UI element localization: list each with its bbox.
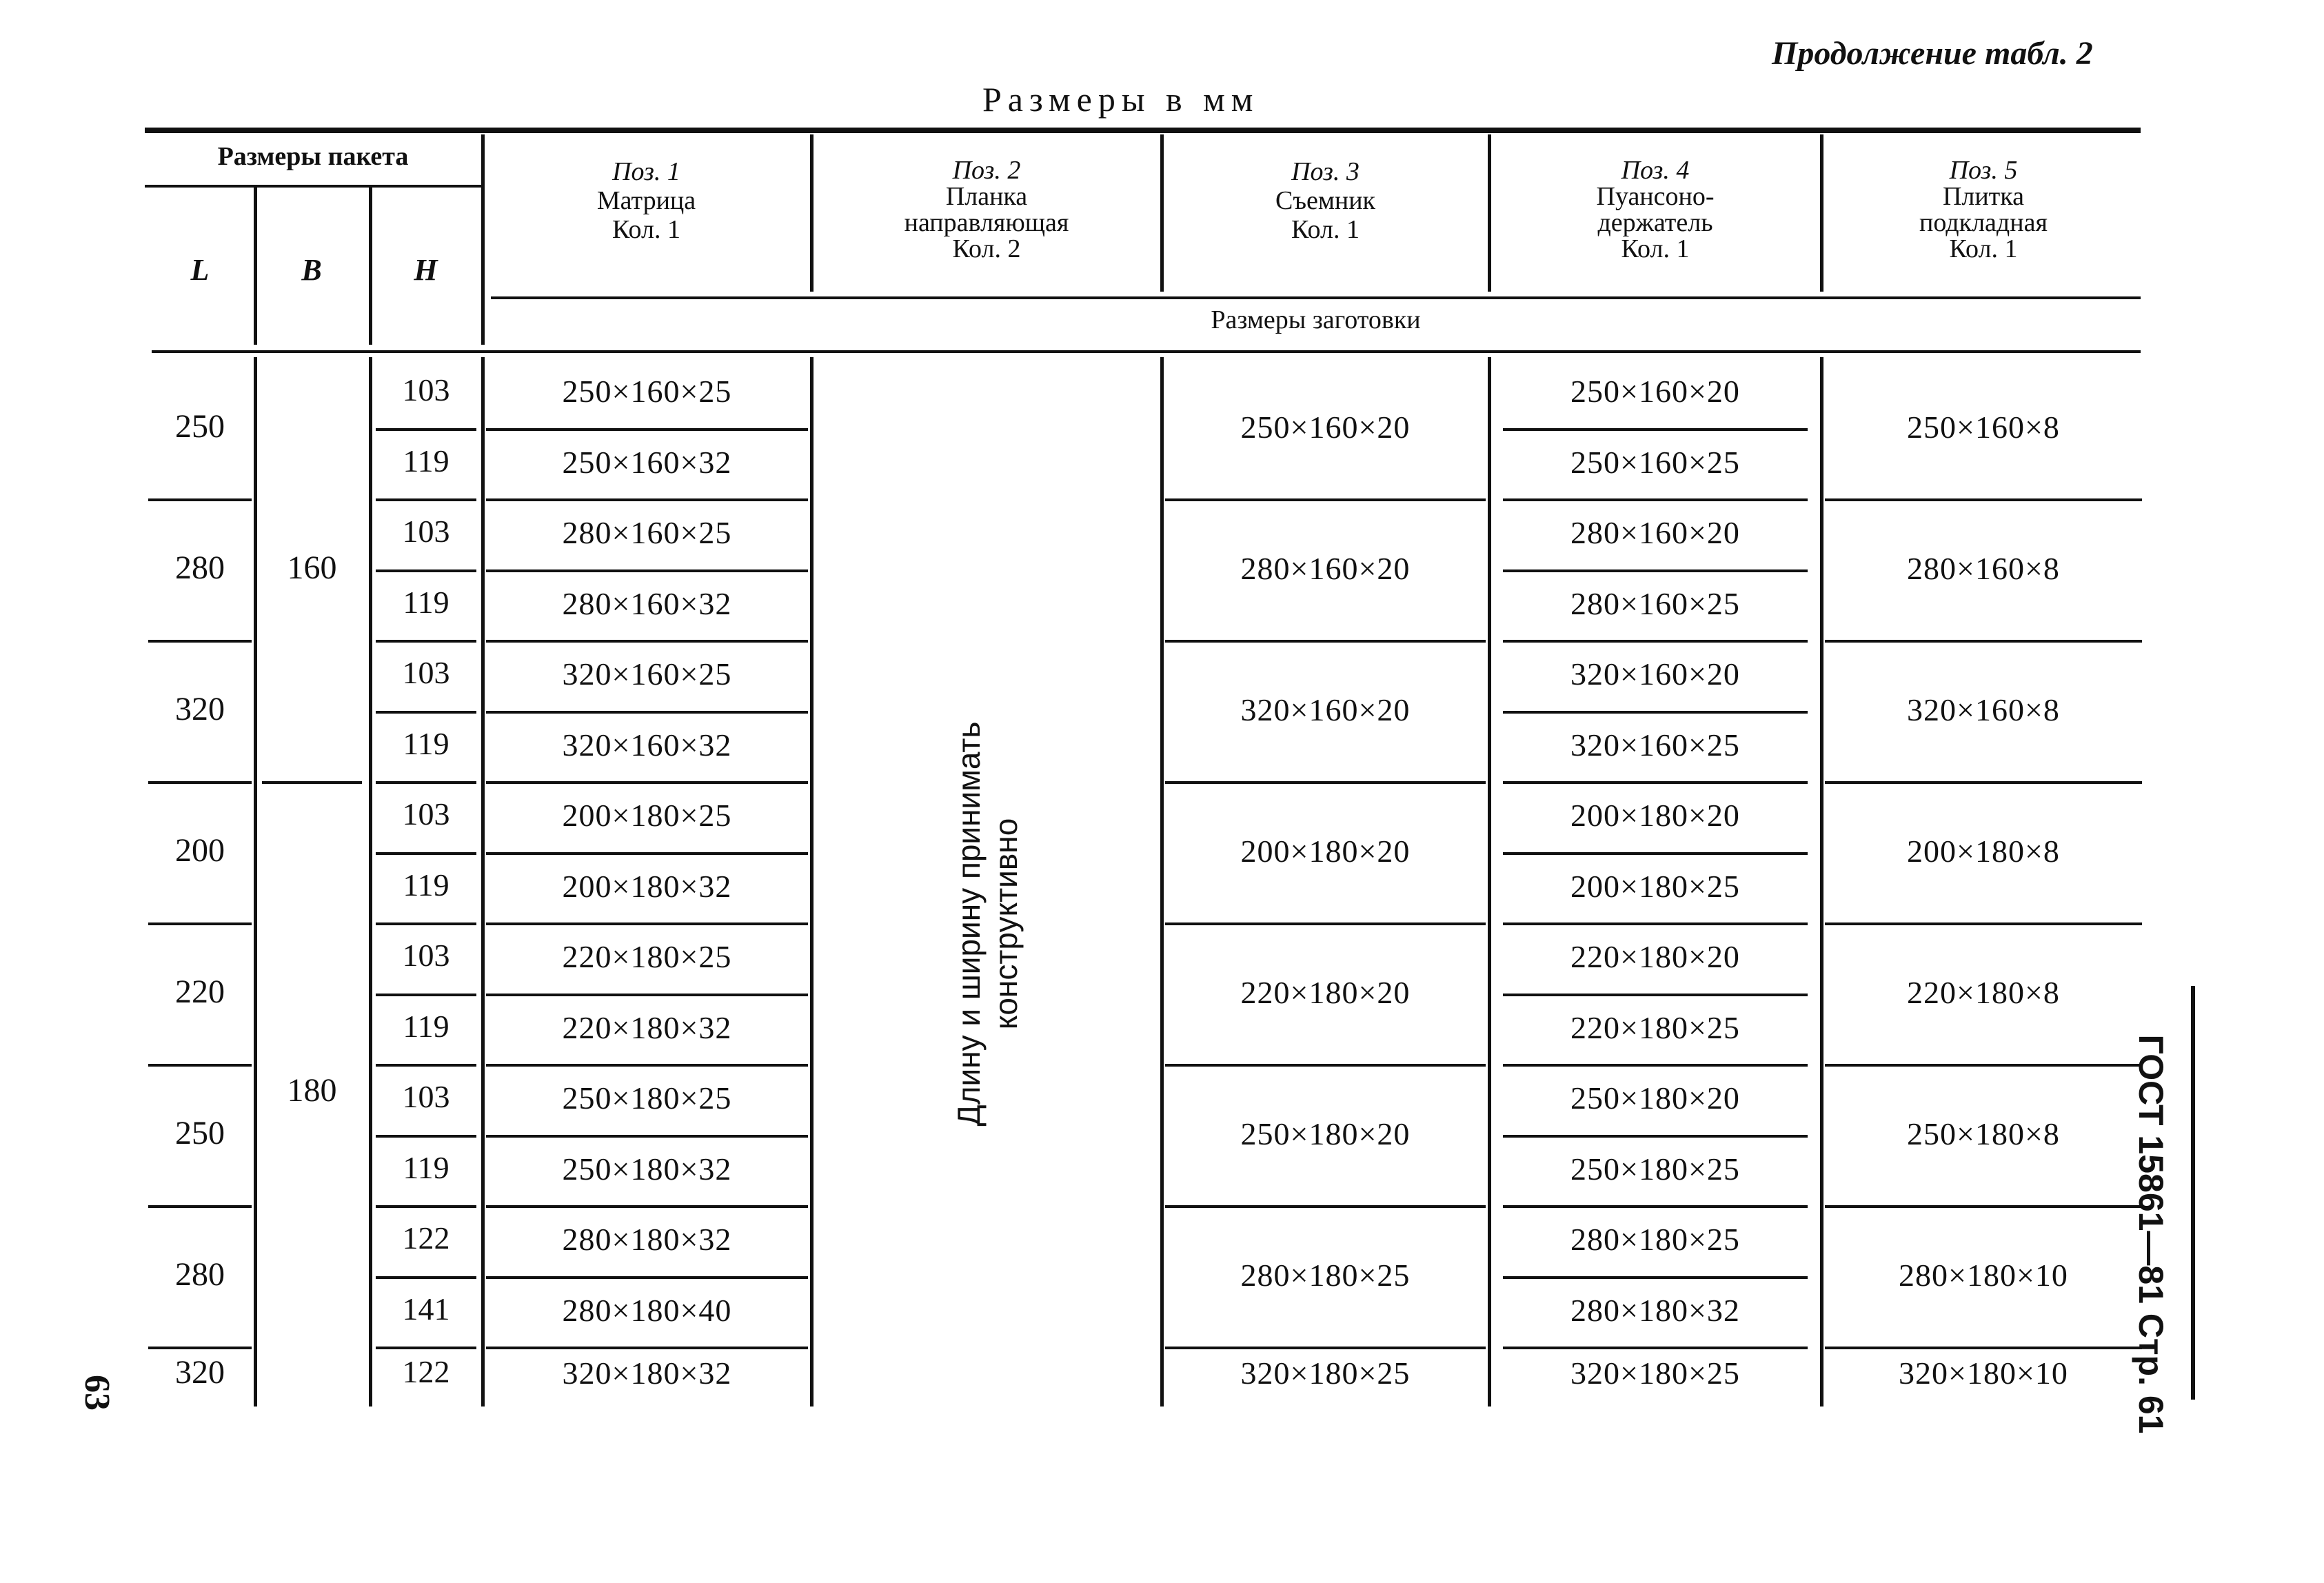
packet-header-rule xyxy=(145,185,481,188)
cell-pos5: 200×180×8 xyxy=(1907,833,2060,869)
cell-H: 141 xyxy=(402,1291,450,1327)
cell-pos3: 220×180×20 xyxy=(1240,974,1411,1010)
row-divider-pos1 xyxy=(486,852,808,855)
cell-pos5: 320×160×8 xyxy=(1907,692,2060,727)
cell-pos4: 250×160×25 xyxy=(1570,444,1740,480)
cell-pos1: 320×180×32 xyxy=(562,1355,732,1391)
pos5-number: Поз. 5 xyxy=(1949,156,2018,185)
cell-pos4: 320×160×20 xyxy=(1570,656,1740,692)
cell-H: 122 xyxy=(402,1354,450,1389)
header-vline-h xyxy=(481,134,485,345)
body-vline xyxy=(254,357,257,1406)
cell-pos1: 280×160×32 xyxy=(562,585,732,621)
cell-pos4: 280×180×32 xyxy=(1570,1292,1740,1328)
cell-pos1: 200×180×32 xyxy=(562,868,732,904)
cell-pos5: 320×180×10 xyxy=(1899,1355,2068,1391)
header-pos1 xyxy=(486,157,807,244)
cell-pos4: 200×180×20 xyxy=(1570,798,1740,834)
gost-side-label-text: ГОСТ 15861—81 Стр. 61 xyxy=(2132,1034,2170,1434)
group-divider-H xyxy=(376,781,476,784)
pos5-name: Плитка подкладная xyxy=(1919,182,2048,237)
cell-pos3: 320×180×25 xyxy=(1240,1355,1411,1391)
group-divider-pos1 xyxy=(486,1347,808,1349)
cell-pos1: 250×180×25 xyxy=(562,1080,732,1116)
group-divider-L xyxy=(148,922,252,925)
header-B: B xyxy=(301,253,322,287)
body-vline xyxy=(1820,357,1823,1406)
gost-side-rule xyxy=(2191,986,2195,1400)
blank-sizes-header: Размеры заготовки xyxy=(1211,305,1421,334)
group-divider-B xyxy=(262,781,362,784)
cell-pos1: 280×160×25 xyxy=(562,515,732,551)
cell-pos5: 220×180×8 xyxy=(1907,974,2060,1010)
group-divider-H xyxy=(376,640,476,643)
group-divider-pos5 xyxy=(1825,781,2142,784)
cell-pos3: 200×180×20 xyxy=(1240,833,1411,869)
group-divider-pos5 xyxy=(1825,922,2142,925)
cell-pos3: 250×160×20 xyxy=(1240,409,1411,445)
group-divider-pos1 xyxy=(486,498,808,501)
group-divider-pos1 xyxy=(486,640,808,643)
group-divider-pos3 xyxy=(1165,498,1486,501)
cell-pos4: 220×180×20 xyxy=(1570,939,1740,975)
cell-pos1: 320×160×25 xyxy=(562,656,732,692)
header-H: H xyxy=(414,253,438,287)
pos2-name: Планка направляющая xyxy=(904,182,1069,237)
packet-sizes-header: Размеры пакета xyxy=(217,142,409,171)
group-divider-H xyxy=(376,1064,476,1067)
group-divider-pos3 xyxy=(1165,1064,1486,1067)
pos1-name: Матрица xyxy=(596,186,696,215)
cell-pos4: 320×180×25 xyxy=(1570,1355,1740,1391)
row-divider-pos1 xyxy=(486,428,808,431)
pos3-name: Съемник xyxy=(1275,186,1376,215)
cell-H: 103 xyxy=(402,655,450,691)
cell-pos1: 250×160×32 xyxy=(562,444,732,480)
page-number xyxy=(76,1365,117,1420)
table-top-rule xyxy=(145,128,2141,133)
gost-side-label xyxy=(2127,1034,2175,1434)
cell-H: 103 xyxy=(402,372,450,408)
cell-pos1: 250×160×25 xyxy=(562,374,732,410)
cell-pos4: 220×180×25 xyxy=(1570,1009,1740,1045)
cell-H: 119 xyxy=(403,1008,449,1044)
cell-pos4: 280×160×20 xyxy=(1570,515,1740,551)
cell-H: 103 xyxy=(402,1079,450,1115)
cell-pos4: 250×180×20 xyxy=(1570,1080,1740,1116)
cell-H: 119 xyxy=(403,443,449,478)
cell-pos3: 280×180×25 xyxy=(1240,1257,1411,1293)
cell-B-180: 180 xyxy=(287,1072,337,1109)
group-divider-H xyxy=(376,922,476,925)
header-pos2 xyxy=(815,157,1158,262)
pos4-qty: Кол. 1 xyxy=(1621,234,1690,263)
cell-L: 200 xyxy=(175,831,225,869)
cell-pos1: 250×180×32 xyxy=(562,1151,732,1187)
group-divider-pos5 xyxy=(1825,1064,2142,1067)
cell-H: 119 xyxy=(403,584,449,620)
row-divider-H xyxy=(376,1135,476,1138)
group-divider-pos3 xyxy=(1165,922,1486,925)
cell-pos4: 280×160×25 xyxy=(1570,585,1740,621)
group-divider-pos5 xyxy=(1825,640,2142,643)
cell-pos5: 250×180×8 xyxy=(1907,1116,2060,1151)
group-divider-pos4 xyxy=(1503,640,1808,643)
row-divider-H xyxy=(376,1276,476,1279)
cell-H: 119 xyxy=(403,1149,449,1185)
pos3-number: Поз. 3 xyxy=(1291,157,1360,186)
blank-sizes-top-rule xyxy=(491,296,2141,299)
cell-pos4: 250×180×25 xyxy=(1570,1151,1740,1187)
cell-pos3: 250×180×20 xyxy=(1240,1116,1411,1151)
row-divider-pos4 xyxy=(1503,1276,1808,1279)
group-divider-pos4 xyxy=(1503,781,1808,784)
pos2-qty: Кол. 2 xyxy=(952,234,1021,263)
row-divider-pos4 xyxy=(1503,852,1808,855)
pos2-note xyxy=(950,676,1033,1172)
cell-L: 220 xyxy=(175,973,225,1010)
group-divider-L xyxy=(148,498,252,501)
group-divider-pos4 xyxy=(1503,498,1808,501)
body-vline xyxy=(810,357,814,1406)
cell-pos5: 280×180×10 xyxy=(1899,1257,2068,1293)
header-pos3 xyxy=(1165,157,1486,244)
group-divider-L xyxy=(148,1064,252,1067)
row-divider-H xyxy=(376,852,476,855)
group-divider-L xyxy=(148,1347,252,1349)
cell-pos4: 200×180×25 xyxy=(1570,868,1740,904)
group-divider-pos4 xyxy=(1503,1205,1808,1208)
units-caption: Размеры в мм xyxy=(982,80,1260,119)
cell-pos1: 280×180×40 xyxy=(562,1292,732,1328)
row-divider-pos4 xyxy=(1503,569,1808,572)
group-divider-pos3 xyxy=(1165,1347,1486,1349)
group-divider-pos3 xyxy=(1165,640,1486,643)
row-divider-pos4 xyxy=(1503,428,1808,431)
row-divider-pos1 xyxy=(486,711,808,714)
header-vline-p1 xyxy=(810,134,814,292)
cell-pos1: 280×180×32 xyxy=(562,1222,732,1258)
pos2-note-text: Длину и ширину принимать конструктивно xyxy=(951,721,1024,1127)
row-divider-pos1 xyxy=(486,994,808,996)
cell-B-160: 160 xyxy=(287,549,337,586)
cell-H: 119 xyxy=(403,725,449,761)
group-divider-pos3 xyxy=(1165,1205,1486,1208)
cell-H: 103 xyxy=(402,938,450,974)
row-divider-pos1 xyxy=(486,569,808,572)
row-divider-pos1 xyxy=(486,1135,808,1138)
header-L: L xyxy=(190,253,210,287)
cell-pos5: 250×160×8 xyxy=(1907,409,2060,445)
pos5-qty: Кол. 1 xyxy=(1949,234,2018,263)
row-divider-H xyxy=(376,428,476,431)
continuation-caption: Продолжение табл. 2 xyxy=(1772,35,2093,72)
group-divider-pos1 xyxy=(486,781,808,784)
body-vline xyxy=(1160,357,1164,1406)
row-divider-H xyxy=(376,569,476,572)
group-divider-pos1 xyxy=(486,922,808,925)
cell-L: 280 xyxy=(175,1256,225,1293)
group-divider-pos4 xyxy=(1503,1347,1808,1349)
row-divider-pos4 xyxy=(1503,1135,1808,1138)
group-divider-L xyxy=(148,640,252,643)
header-bottom-rule xyxy=(152,350,2141,353)
header-vline-p3 xyxy=(1488,134,1491,292)
group-divider-L xyxy=(148,781,252,784)
cell-H: 119 xyxy=(403,867,449,903)
pos2-number: Поз. 2 xyxy=(952,156,1021,185)
header-pos4 xyxy=(1493,157,1818,262)
group-divider-pos4 xyxy=(1503,1064,1808,1067)
pos1-qty: Кол. 1 xyxy=(612,215,680,244)
cell-pos1: 220×180×32 xyxy=(562,1009,732,1045)
cell-pos3: 280×160×20 xyxy=(1240,550,1411,586)
group-divider-pos1 xyxy=(486,1064,808,1067)
cell-pos3: 320×160×20 xyxy=(1240,692,1411,727)
cell-pos5: 280×160×8 xyxy=(1907,550,2060,586)
pos1-number: Поз. 1 xyxy=(612,157,680,186)
cell-L: 320 xyxy=(175,1354,225,1391)
group-divider-H xyxy=(376,498,476,501)
group-divider-H xyxy=(376,1347,476,1349)
group-divider-pos3 xyxy=(1165,781,1486,784)
cell-L: 320 xyxy=(175,690,225,727)
cell-L: 250 xyxy=(175,407,225,445)
cell-pos1: 200×180×25 xyxy=(562,798,732,834)
cell-L: 280 xyxy=(175,549,225,586)
header-vline-p2 xyxy=(1160,134,1164,292)
body-vline xyxy=(1488,357,1491,1406)
group-divider-pos5 xyxy=(1825,1205,2142,1208)
row-divider-H xyxy=(376,711,476,714)
header-pos5 xyxy=(1825,157,2142,262)
cell-H: 122 xyxy=(402,1220,450,1256)
row-divider-pos4 xyxy=(1503,994,1808,996)
pos4-name: Пуансоно-держатель xyxy=(1596,182,1715,237)
header-vline-p4 xyxy=(1820,134,1823,292)
row-divider-H xyxy=(376,994,476,996)
body-vline xyxy=(481,357,485,1406)
cell-pos4: 320×160×25 xyxy=(1570,727,1740,763)
cell-H: 103 xyxy=(402,796,450,832)
group-divider-L xyxy=(148,1205,252,1208)
cell-L: 250 xyxy=(175,1114,225,1151)
group-divider-pos4 xyxy=(1503,922,1808,925)
cell-pos4: 280×180×25 xyxy=(1570,1222,1740,1258)
group-divider-H xyxy=(376,1205,476,1208)
row-divider-pos4 xyxy=(1503,711,1808,714)
cell-pos1: 320×160×32 xyxy=(562,727,732,763)
pos4-number: Поз. 4 xyxy=(1621,156,1690,185)
group-divider-pos1 xyxy=(486,1205,808,1208)
page-number-text: 63 xyxy=(77,1375,117,1411)
pos3-qty: Кол. 1 xyxy=(1291,215,1360,244)
cell-pos1: 220×180×25 xyxy=(562,939,732,975)
row-divider-pos1 xyxy=(486,1276,808,1279)
cell-H: 103 xyxy=(402,514,450,549)
group-divider-pos5 xyxy=(1825,498,2142,501)
cell-pos4: 250×160×20 xyxy=(1570,374,1740,410)
group-divider-pos5 xyxy=(1825,1347,2142,1349)
